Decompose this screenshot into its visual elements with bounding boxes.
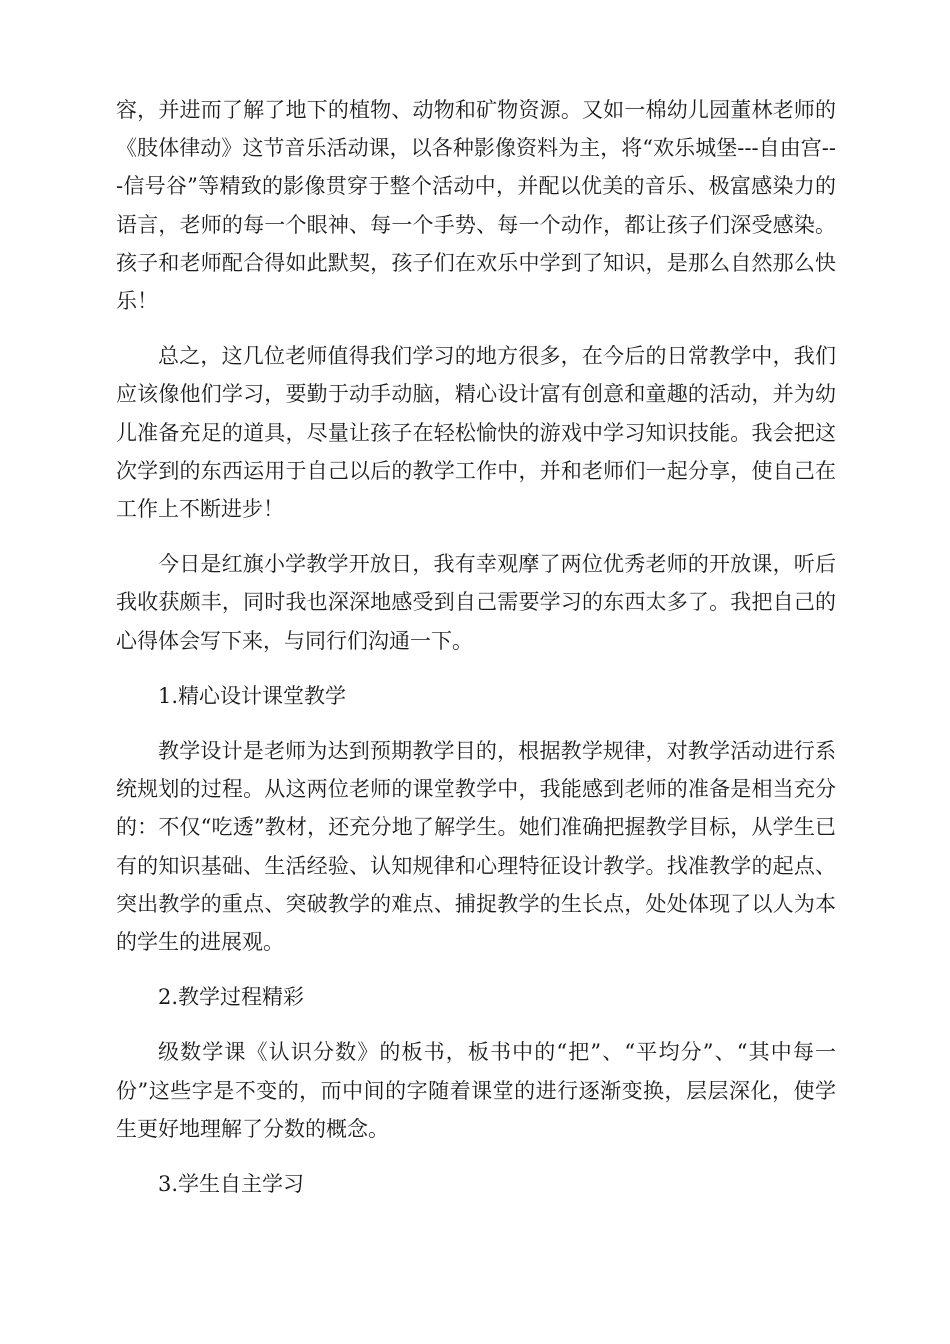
section-heading-1: 1.精心设计课堂教学 (158, 683, 347, 708)
section-heading-3: 3.学生自主学习 (158, 1172, 305, 1197)
paragraph-teaching-design: 教学设计是老师为达到预期教学目的，根据教学规律，对教学活动进行系统规划的过程。从这两位老师的课堂教学中，我能感到老师的准备是相当充分的：不仅“吃透”教材，还充分地了解学生。她们准确把握教学目标，从学生已有的知识基础、生活经验、认知规律和心理特征设计教学。找准教学的起点、突出教学的重点、突破教学的难点、捕捉教学的生长点，处处体现了以人为本的学生的进展观。 (116, 739, 836, 955)
paragraph-summary: 总之，这几位老师值得我们学习的地方很多，在今后的日常教学中，我们应该像他们学习，要勤于动手动脑，精心设计富有创意和童趣的活动，并为幼儿准备充足的道具，尽量让孩子在轻松愉快的游戏中学习知识技能。我会把这次学到的东西运用于自己以后的教学工作中，并和老师们一起分享，使自己在工作上不断进步！ (116, 344, 836, 522)
paragraph-fraction-lesson: 级数学课《认识分数》的板书，板书中的“把”、“平均分”、“其中每一份”这些字是不变的，而中间的字随着课堂的进行逐渐变换，层层深化，使学生更好地理解了分数的概念。 (116, 1040, 836, 1141)
paragraph-open-day: 今日是红旗小学教学开放日，我有幸观摩了两位优秀老师的开放课，听后我收获颇丰，同时我也深深地感受到自己需要学习的东西太多了。我把自己的心得体会写下来，与同行们沟通一下。 (116, 552, 836, 653)
section-heading-2: 2.教学过程精彩 (158, 985, 305, 1010)
paragraph-continuation: 容，并进而了解了地下的植物、动物和矿物资源。又如一棉幼儿园董林老师的《肢体律动》这节音乐活动课，以各种影像资料为主，将“欢乐城堡---自由宫---信号谷”等精致的影像贯穿于整个活动中，并配以优美的音乐、极富感染力的语言，老师的每一个眼神、每一个手势、每一个动作，都让孩子们深受感染。孩子和老师配合得如此默契，孩子们在欢乐中学到了知识，是那么自然那么快乐！ (116, 98, 836, 314)
document-body (116, 91, 836, 1220)
